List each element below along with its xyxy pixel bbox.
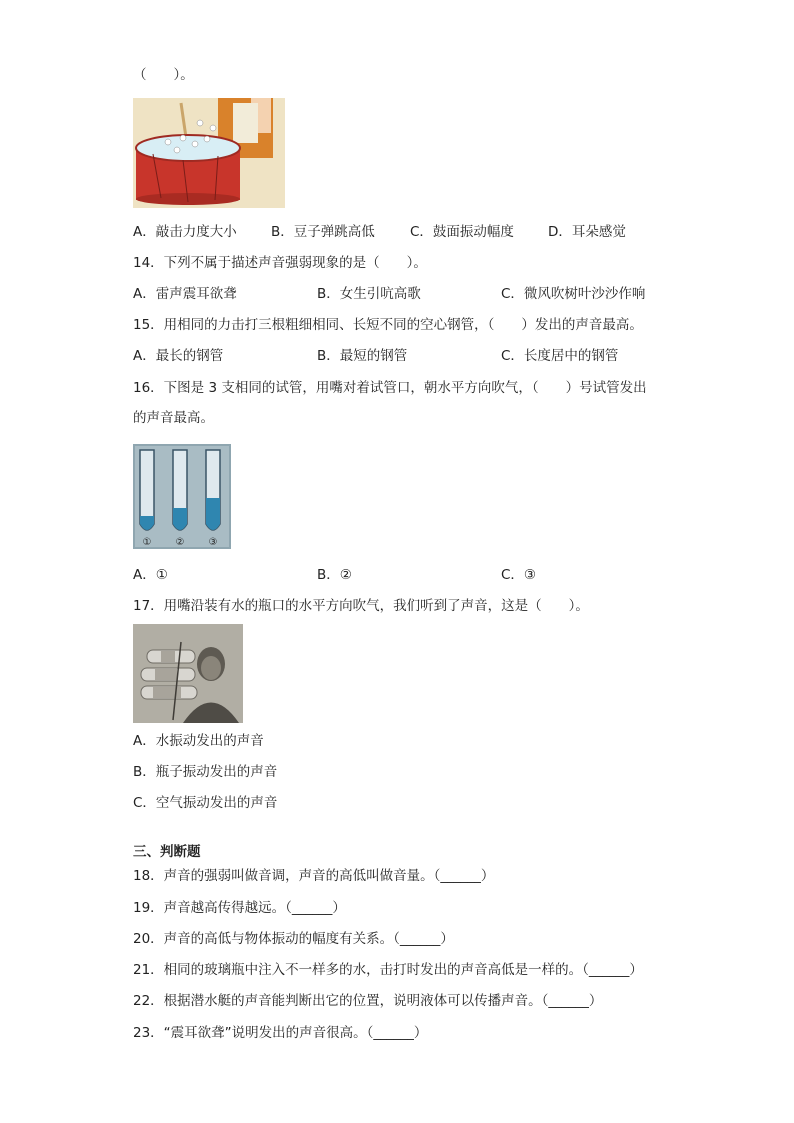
q17-option-a: A．水振动发出的声音 bbox=[133, 733, 264, 749]
q16-stem-line1: 16．下图是 3 支相同的试管，用嘴对着试管口，朝水平方向吹气，（ ）号试管发出 bbox=[133, 380, 647, 396]
judge-item-22: 22．根据潜水艇的声音能判断出它的位置，说明液体可以传播声音。（______） bbox=[133, 993, 603, 1009]
judge-item-23: 23．“震耳欲聋”说明发出的声音很高。（______） bbox=[133, 1025, 428, 1041]
q15-option-b: B．最短的钢管 bbox=[317, 348, 408, 364]
q16-option-c: C．③ bbox=[501, 567, 537, 583]
q13-option-a: A．敲击力度大小 bbox=[133, 224, 237, 240]
q16-option-b: B．② bbox=[317, 567, 352, 583]
q15-option-c: C．长度居中的钢管 bbox=[501, 348, 619, 364]
q13-option-c: C．鼓面振动幅度 bbox=[410, 224, 514, 240]
q15-option-a: A．最长的钢管 bbox=[133, 348, 224, 364]
q13-option-d: D．耳朵感觉 bbox=[548, 224, 626, 240]
bottle-blowing-photo bbox=[133, 624, 243, 723]
q14-option-b: B．女生引吭高歌 bbox=[317, 286, 421, 302]
q16-stem-line2: 的声音最高。 bbox=[133, 410, 214, 426]
q13-option-b: B．豆子弹跳高低 bbox=[271, 224, 375, 240]
q13-stem-tail: （ ）。 bbox=[133, 67, 194, 83]
q14-stem: 14．下列不属于描述声音强弱现象的是（ ）。 bbox=[133, 255, 427, 271]
bottle-figure bbox=[133, 624, 243, 727]
tube-label-2: ② bbox=[175, 537, 185, 548]
q17-option-b: B．瓶子振动发出的声音 bbox=[133, 764, 278, 780]
section-title-judgment: 三、判断题 bbox=[133, 844, 201, 860]
q16-option-a: A．① bbox=[133, 567, 168, 583]
judge-item-21: 21．相同的玻璃瓶中注入不一样多的水，击打时发出的声音高低是一样的。（______） bbox=[133, 962, 643, 978]
tube-label-1: ① bbox=[142, 537, 152, 548]
q15-stem: 15．用相同的力击打三根粗细相同、长短不同的空心钢管，（ ）发出的声音最高。 bbox=[133, 317, 643, 333]
q14-option-a: A．雷声震耳欲聋 bbox=[133, 286, 237, 302]
q17-stem: 17．用嘴沿装有水的瓶口的水平方向吹气，我们听到了声音，这是（ ）。 bbox=[133, 598, 589, 614]
test-tubes-figure bbox=[133, 444, 231, 553]
judge-item-19: 19．声音越高传得越远。（______） bbox=[133, 900, 346, 916]
drum-figure bbox=[133, 98, 285, 212]
judge-item-18: 18．声音的强弱叫做音调，声音的高低叫做音量。（______） bbox=[133, 868, 495, 884]
judge-item-20: 20．声音的高低与物体振动的幅度有关系。（______） bbox=[133, 931, 454, 947]
q17-option-c: C．空气振动发出的声音 bbox=[133, 795, 278, 811]
q14-option-c: C．微风吹树叶沙沙作响 bbox=[501, 286, 646, 302]
test-tubes-illustration bbox=[133, 444, 231, 549]
drum-illustration bbox=[133, 98, 285, 208]
tube-label-3: ③ bbox=[208, 537, 218, 548]
